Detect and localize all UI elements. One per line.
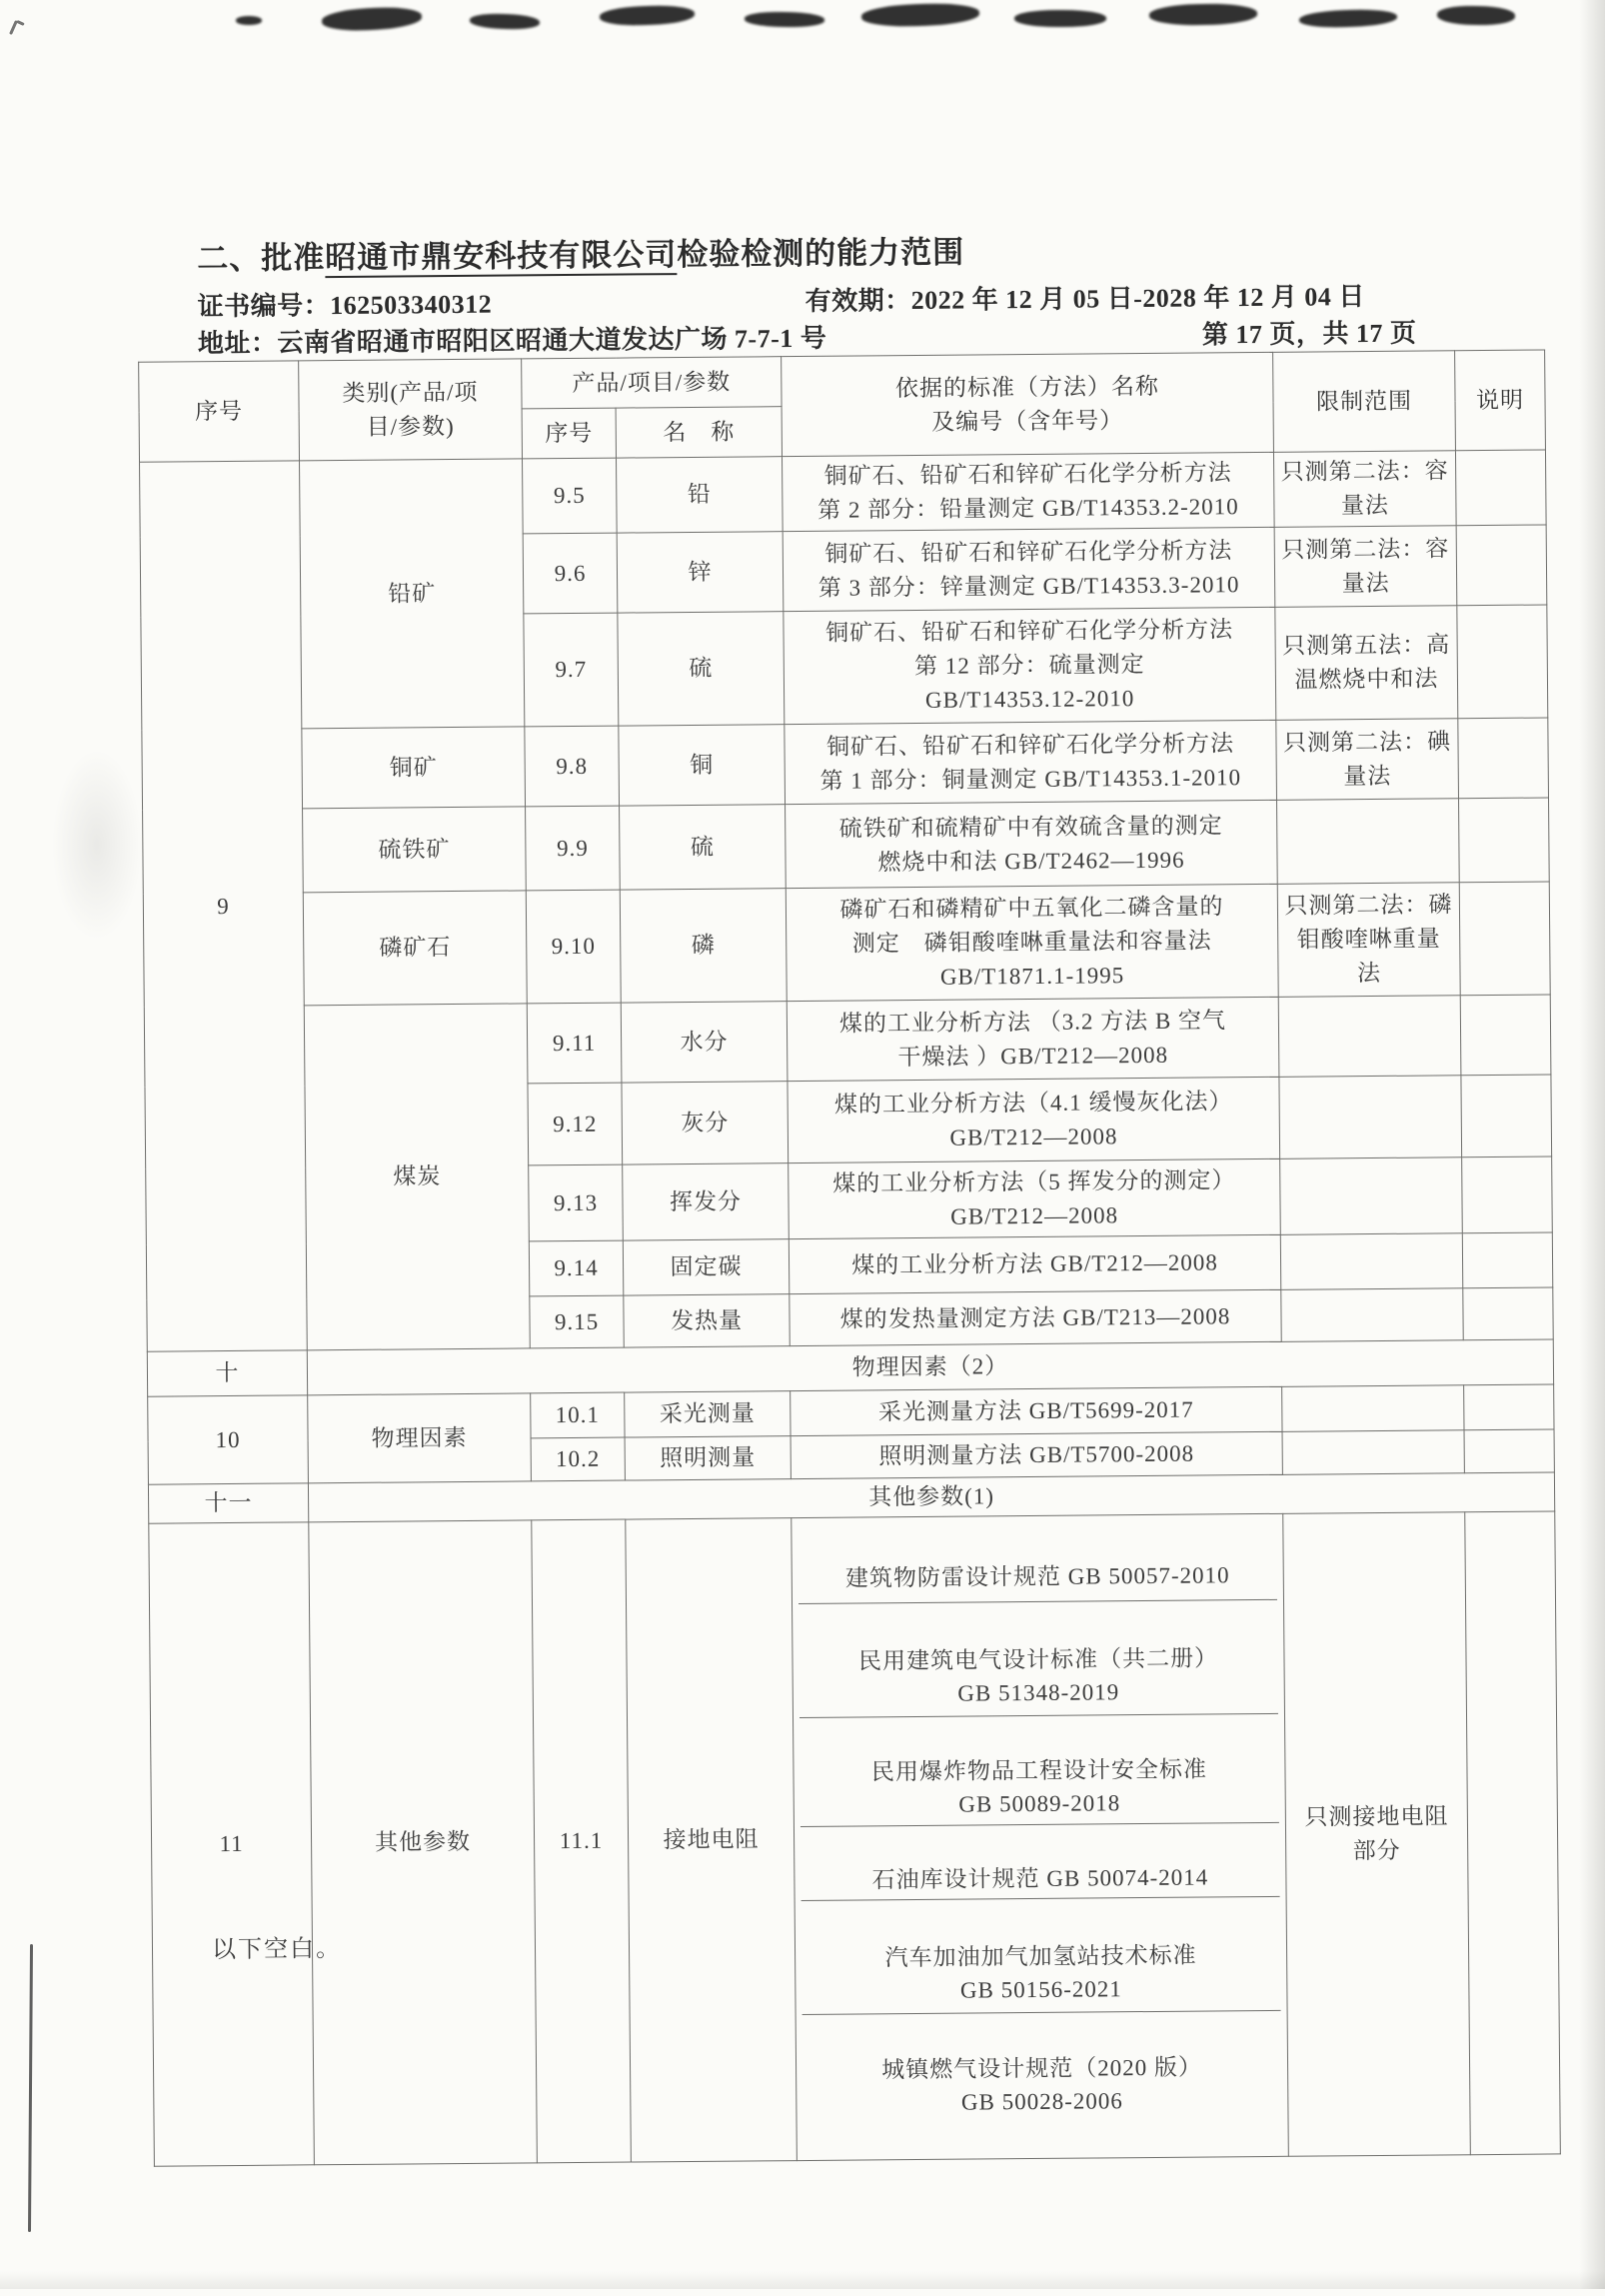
cell-category: 煤炭 [304,1004,530,1350]
cell-limit [1281,1288,1463,1342]
cell-limit-empty [1282,1385,1464,1432]
col-header-category: 类别(产品/项 目/参数) [299,359,523,461]
cell-item-no: 9.15 [530,1295,624,1348]
cell-note-empty [1465,1511,1561,2155]
cell-note-empty [1462,1156,1553,1233]
cell-limit: 只测接地电阻 部分 [1283,1512,1471,2157]
cell-note-empty [1464,1429,1554,1473]
cell-item-no: 10.2 [531,1437,625,1481]
cell-note-empty [1458,718,1549,799]
cell-limit: 只测第二法：磷 钼酸喹啉重量 法 [1277,883,1460,998]
section-title: 物理因素（2） [307,1339,1553,1395]
cell-note-empty [1464,1384,1554,1430]
standard-entry: 汽车加油加气加氢站技术标准 GB 50156-2021 [802,1931,1281,2015]
cell-item-name: 发热量 [624,1294,790,1347]
cell-standard: 煤的工业分析方法 GB/T212—2008 [789,1234,1280,1293]
cell-item-name: 铜 [619,725,786,806]
cell-limit [1277,799,1460,885]
cell-standard-stack [792,1513,1289,2160]
cell-item-name: 水分 [621,1002,788,1083]
cell-item-no: 11.1 [532,1519,632,2163]
cell-item-name: 铅 [616,457,783,533]
cell-limit [1280,1157,1463,1235]
cell-item-name: 硫 [620,805,787,890]
cell-item-no: 9.10 [526,890,621,1004]
cell-item-no: 9.11 [527,1003,622,1084]
cell-item-name: 硫 [618,612,785,726]
col-header-note: 说明 [1455,350,1546,451]
cell-item-name: 锌 [617,532,784,613]
col-header-sub-name: 名 称 [616,407,782,458]
cell-item-name: 挥发分 [623,1163,790,1240]
cell-standard: 铜矿石、铅矿石和锌矿石化学分析方法 第 1 部分：铜量测定 GB/T14353.1-2010 [785,720,1277,804]
cell-note-empty [1462,1232,1552,1288]
cell-group-seq: 11 [149,1522,315,2166]
cell-category: 物理因素 [308,1393,532,1483]
page-indicator: 第 17 页，共 17 页 [1201,318,1417,350]
cell-standard: 硫铁矿和硫精矿中有效硫含量的测定 燃烧中和法 GB/T2462—1996 [786,800,1278,888]
validity-period: 有效期：2022 年 12 月 05 日-2028 年 12 月 04 日 [804,282,1365,316]
cell-item-no: 9.6 [523,533,618,614]
cell-item-name: 灰分 [622,1082,789,1164]
cell-standard: 煤的发热量测定方法 GB/T213—2008 [790,1289,1281,1345]
page-title [197,227,964,279]
section-title: 其他参数(1) [308,1472,1554,1522]
col-header-standard: 依据的标准（方法）名称 及编号（含年号） [782,352,1274,456]
capability-scope-table [138,349,1561,2166]
cell-item-no: 10.1 [531,1392,625,1438]
table-row [144,995,1551,1087]
col-header-product-group: 产品/项目/参数 [522,357,782,409]
cell-note-empty [1459,798,1550,883]
title-prefix: 二、批准 [197,240,326,277]
cell-item-name: 照明测量 [625,1436,791,1480]
cell-note-empty [1461,1075,1552,1157]
footer-note: 以下空白。 [211,1936,343,1964]
standard-entry: 民用爆炸物品工程设计安全标准 GB 50089-2018 [800,1748,1279,1827]
cell-standard: 铜矿石、铅矿石和锌矿石化学分析方法 第 3 部分：锌量测定 GB/T14353.3-2010 [783,527,1275,611]
standard-entry: 建筑物防雷设计规范 GB 50057-2010 [799,1550,1277,1604]
cell-standard: 磷矿石和磷精矿中五氧化二磷含量的 测定 磷钼酸喹啉重量法和容量法 GB/T1871.1-1995 [786,884,1278,1001]
cell-limit: 只测第二法：碘 量法 [1276,719,1459,801]
title-suffix: 检验检测的能力范围 [677,234,965,273]
page-bottom-shadow [0,2271,1605,2289]
cell-note-empty [1459,882,1550,996]
cell-note-empty [1456,525,1547,606]
cell-category: 硫铁矿 [303,807,527,893]
col-header-sub-seq: 序号 [522,408,616,459]
standard-entry: 石油库设计规范 GB 50074-2014 [801,1857,1279,1901]
col-header-limit: 限制范围 [1273,351,1456,453]
cell-limit-empty [1282,1430,1464,1475]
table-row [149,1511,1561,2166]
cell-standard: 采光测量方法 GB/T5699-2017 [791,1386,1282,1435]
cell-standard: 煤的工业分析方法（4.1 缓慢灰化法） GB/T212—2008 [788,1077,1280,1162]
certificate-number: 证书编号：162503340312 [197,289,493,322]
cell-item-name: 磷 [620,889,787,1003]
cell-standard: 煤的工业分析方法（5 挥发分的测定） GB/T212—2008 [789,1158,1281,1238]
cell-group-seq: 10 [148,1395,309,1484]
cell-note-empty [1463,1287,1553,1340]
cell-item-no: 9.14 [529,1240,623,1296]
address-text: 地址：云南省昭通市昭阳区昭通大道发达广场 7-7-1 号 [197,323,827,359]
cell-category: 铅矿 [300,459,525,729]
cell-note-empty [1457,605,1548,719]
standard-entry: 民用建筑电气设计标准（共二册） GB 51348-2019 [799,1634,1278,1718]
cell-standard: 铜矿石、铅矿石和锌矿石化学分析方法 第 12 部分：硫量测定 GB/T14353.12-2010 [784,607,1276,724]
cell-section-seq: 十 [147,1350,307,1396]
cell-group-seq: 9 [140,461,308,1351]
cell-limit [1278,996,1461,1078]
cell-limit: 只测第二法：容 量法 [1273,451,1456,528]
cell-item-no: 9.8 [525,726,620,807]
col-header-seq: 序号 [139,361,300,462]
page-edge-shadow [1579,0,1605,2289]
cell-item-no: 9.13 [529,1164,624,1241]
cell-limit: 只测第二法：容 量法 [1274,526,1457,608]
company-name-underlined: 昭通市鼎安科技有限公司 [325,237,677,278]
cell-limit [1280,1233,1462,1290]
cell-item-name: 接地电阻 [626,1518,798,2162]
cell-standard: 煤的工业分析方法 （3.2 方法 B 空气 干燥法 ）GB/T212—2008 [787,997,1279,1081]
cell-item-no: 9.5 [523,458,618,534]
cell-category: 磷矿石 [303,891,527,1006]
cell-item-no: 9.9 [526,806,621,891]
standard-entry: 城镇燃气设计规范（2020 版） GB 50028-2006 [881,2054,1203,2115]
cell-note-empty [1455,450,1546,526]
table-row [140,450,1547,537]
cell-item-name: 采光测量 [625,1391,791,1437]
cell-item-no: 9.7 [524,613,619,727]
cell-category: 铜矿 [302,727,526,809]
table-row [143,882,1550,1007]
cell-standard: 铜矿石、铅矿石和锌矿石化学分析方法 第 2 部分：铅量测定 GB/T14353.2-2010 [782,452,1274,531]
cell-limit [1279,1076,1462,1159]
cell-item-name: 固定碳 [623,1239,789,1295]
cell-standard: 照明测量方法 GB/T5700-2008 [791,1431,1282,1478]
cell-limit: 只测第五法：高 温燃烧中和法 [1275,606,1458,721]
cell-item-no: 9.12 [528,1083,623,1165]
table-row [143,798,1550,894]
cell-category: 其他参数 [309,1520,538,2165]
cell-section-seq: 十一 [148,1483,308,1523]
cell-note-empty [1460,995,1551,1076]
table-row [142,718,1549,810]
